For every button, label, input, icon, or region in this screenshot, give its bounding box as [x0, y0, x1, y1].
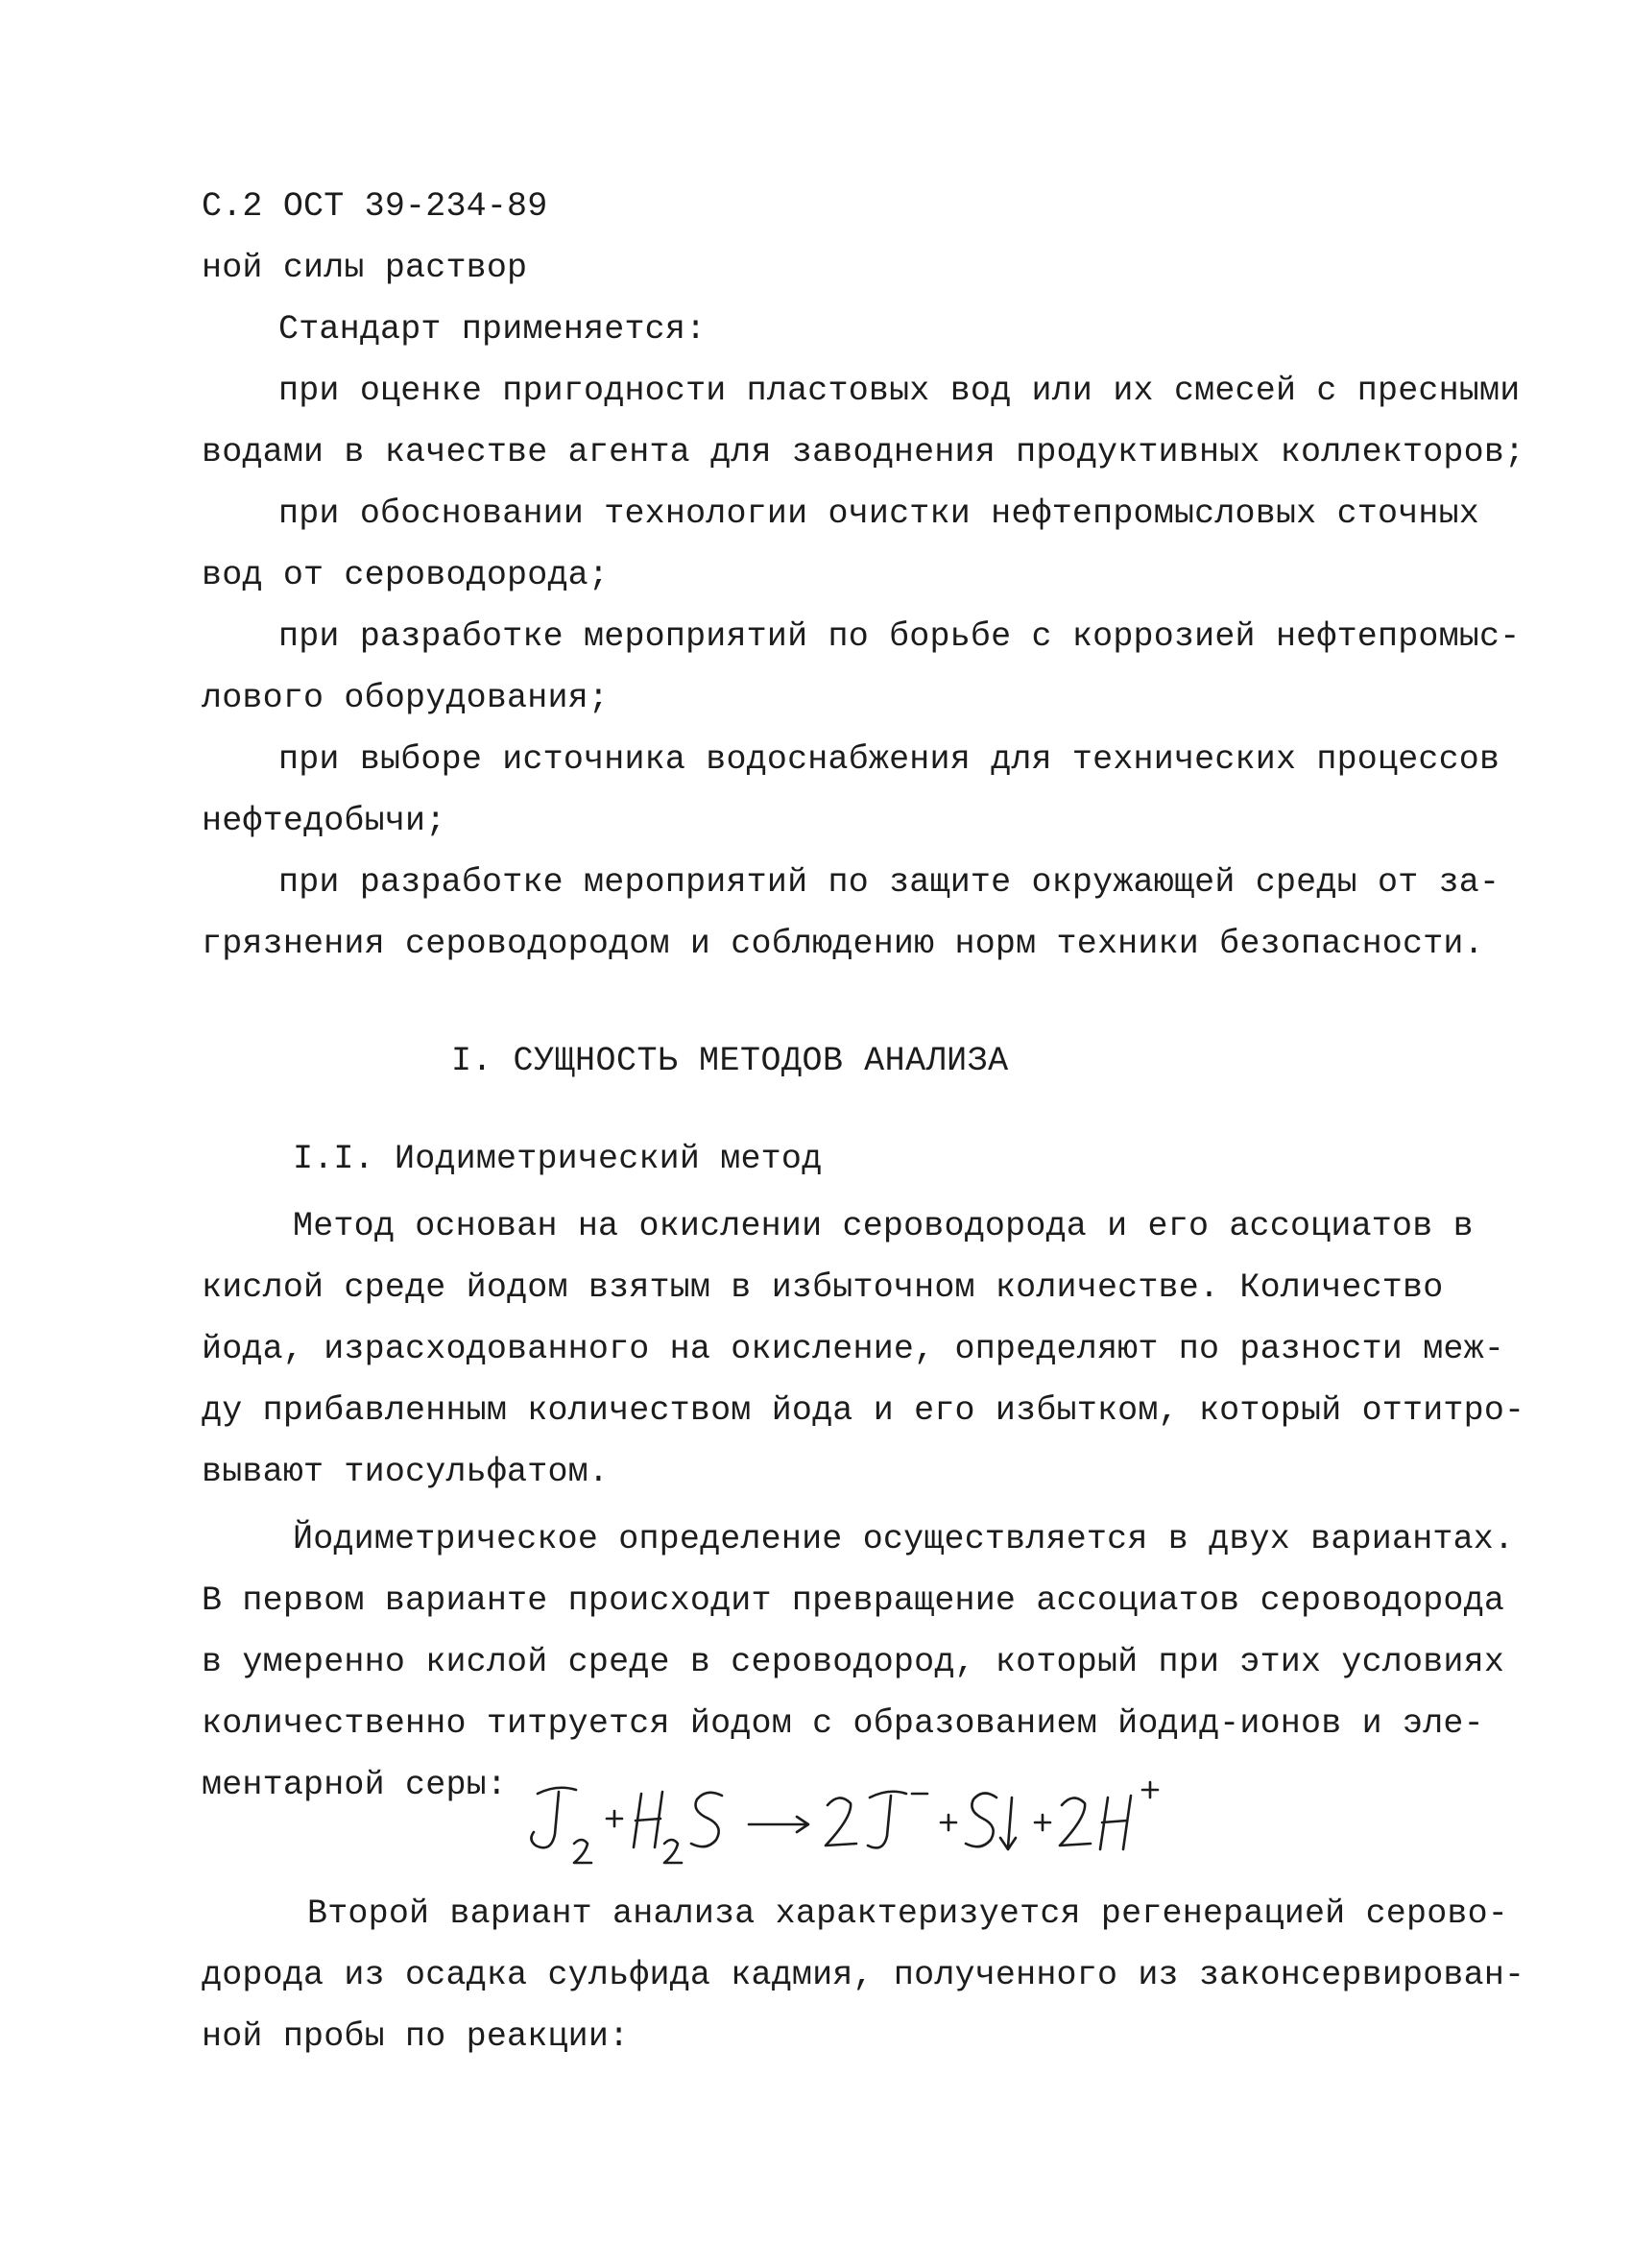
text-line: нефтедобычи;	[202, 802, 446, 840]
section-heading: I. СУЩНОСТЬ МЕТОДОВ АНАЛИЗА	[451, 1042, 1009, 1080]
text-line: вод от сероводорода;	[202, 556, 610, 594]
text-line: при выборе источника водоснабжения для технических процессов	[278, 740, 1500, 779]
text-line: кислой среде йодом взятым в избыточном количестве. Количество	[202, 1268, 1444, 1307]
text-line: при разработке мероприятий по защите окружающей среды от за-	[278, 863, 1500, 902]
text-line: Йодиметрическое определение осуществляется в двух вариантах.	[293, 1520, 1515, 1558]
text-line: В первом варианте происходит превращение ассоциатов сероводорода	[202, 1581, 1505, 1620]
text-line: ной пробы по реакции:	[202, 2017, 630, 2056]
text-line: количественно титруется йодом с образованием йодид-ионов и эле-	[202, 1704, 1484, 1743]
text-line: лового оборудования;	[202, 679, 610, 717]
text-line: при обосновании технологии очистки нефтепромысловых сточных	[278, 495, 1480, 533]
subsection-heading: I.I. Иодиметрический метод	[293, 1140, 823, 1178]
text-line: вывают тиосульфатом.	[202, 1453, 610, 1491]
formula-drawing	[518, 1776, 1210, 1882]
text-line: Второй вариант анализа характеризуется регенерацией серово-	[307, 1894, 1509, 1933]
text-line: ментарной серы:	[202, 1766, 508, 1804]
text-line: при разработке мероприятий по борьбе с коррозией нефтепромыс-	[278, 617, 1521, 656]
text-line: йода, израсходованного на окисление, определяют по разности меж-	[202, 1330, 1505, 1368]
text-line: водами в качестве агента для заводнения продуктивных коллекторов;	[202, 433, 1525, 471]
text-line: ду прибавленным количеством йода и его избытком, который оттитро-	[202, 1391, 1525, 1430]
text-line: дорода из осадка сульфида кадмия, полученного из законсервирован-	[202, 1956, 1525, 1994]
text-line: при оценке пригодности пластовых вод или их смесей с пресными	[278, 372, 1521, 410]
scope-title: Стандарт применяется:	[278, 310, 707, 349]
text-line: грязнения сероводородом и соблюдению норм техники безопасности.	[202, 925, 1484, 963]
text-line: Метод основан на окислении сероводорода и его ассоциатов в	[293, 1207, 1474, 1245]
document-reference: С.2 ОСТ 39-234-89	[202, 187, 548, 226]
handwritten-formula	[518, 1776, 1210, 1882]
text-line: ной силы раствор	[202, 249, 528, 287]
text-line: в умеренно кислой среде в сероводород, который при этих условиях	[202, 1643, 1505, 1681]
